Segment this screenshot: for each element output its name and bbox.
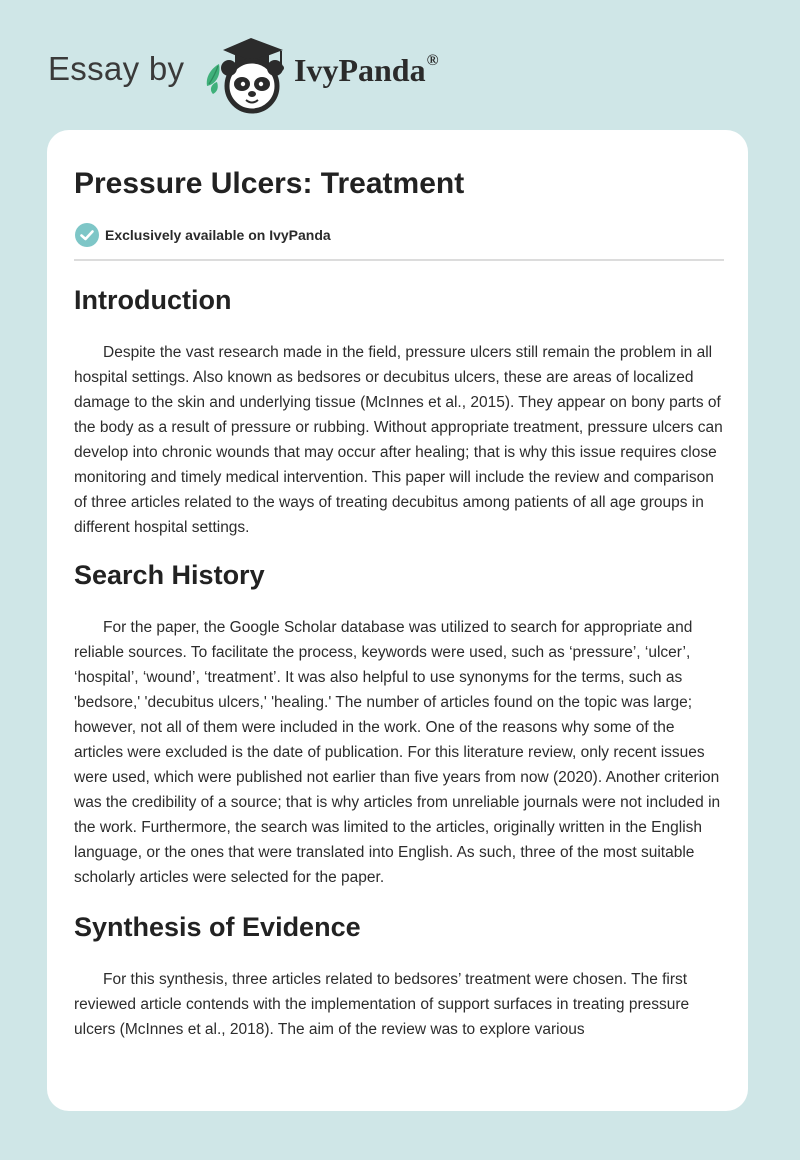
brand-name[interactable] [294, 52, 439, 89]
brand-name-text: IvyPanda [294, 52, 426, 88]
section-heading-introduction: Introduction [74, 285, 232, 315]
section-paragraph-introduction: Despite the vast research made in the field, pressure ulcers still remain the problem in all hospital settings. Also known as bedsores or decubitus ulcers, these are areas of localized damage to the skin and underlying tissue (McInnes et al., 2015). They appear on bony parts of the body as a result of pressure or rubbing. Without appropriate treatment, pressure ulcers can develop into chronic wounds that may occur after healing; that is why this issue requires close monitoring and timely medical intervention. This paper will include the review and comparison of three articles related to the ways of treating decubitus among patients of all age groups in different hospital settings. [74, 344, 723, 536]
section-heading-synthesis: Synthesis of Evidence [74, 912, 361, 942]
check-circle-icon [74, 222, 100, 248]
title-divider [74, 259, 724, 261]
brand-prefix: Essay by [48, 50, 185, 87]
essay-title: Pressure Ulcers: Treatment [74, 167, 465, 200]
section-heading-search-history: Search History [74, 560, 265, 590]
section-paragraph-search-history: For the paper, the Google Scholar database was utilized to search for appropriate and reliable sources. To facilitate the process, keywords were used, such as ‘pressure’, ‘ulcer’, ‘hospital’, ‘wound’, ‘treatment’. It was also helpful to use synonyms for the terms, such as 'bedsore,' 'decubitus ulcers,' 'healing.' The number of articles found on the topic was large; however, not all of them were included in the work. One of the reasons why some of the articles were excluded is the date of publication. For this literature review, only recent issues were used, which were published not earlier than five years from now (2020). Another criterion was the credibility of a source; that is why articles from unreliable journals were not included in the work. Furthermore, the search was limited to the articles, originally written in the English language, or the ones that were translated into English. As such, three of the most suitable scholarly articles were selected for the paper. [74, 619, 721, 886]
brand-header [48, 28, 488, 118]
essay-content [74, 164, 724, 1042]
section-paragraph-synthesis: For this synthesis, three articles related to bedsores’ treatment were chosen. The first reviewed article contends with the implementation of support surfaces in treating pressure ulcers (McInnes et al., 2018). The aim of the review was to explore various [74, 971, 690, 1038]
exclusive-badge-text: Exclusively available on IvyPanda [105, 227, 331, 243]
registered-mark: ® [426, 52, 439, 70]
panda-graduate-icon[interactable] [203, 34, 293, 114]
essay-card [47, 130, 748, 1111]
exclusive-badge [74, 222, 724, 248]
